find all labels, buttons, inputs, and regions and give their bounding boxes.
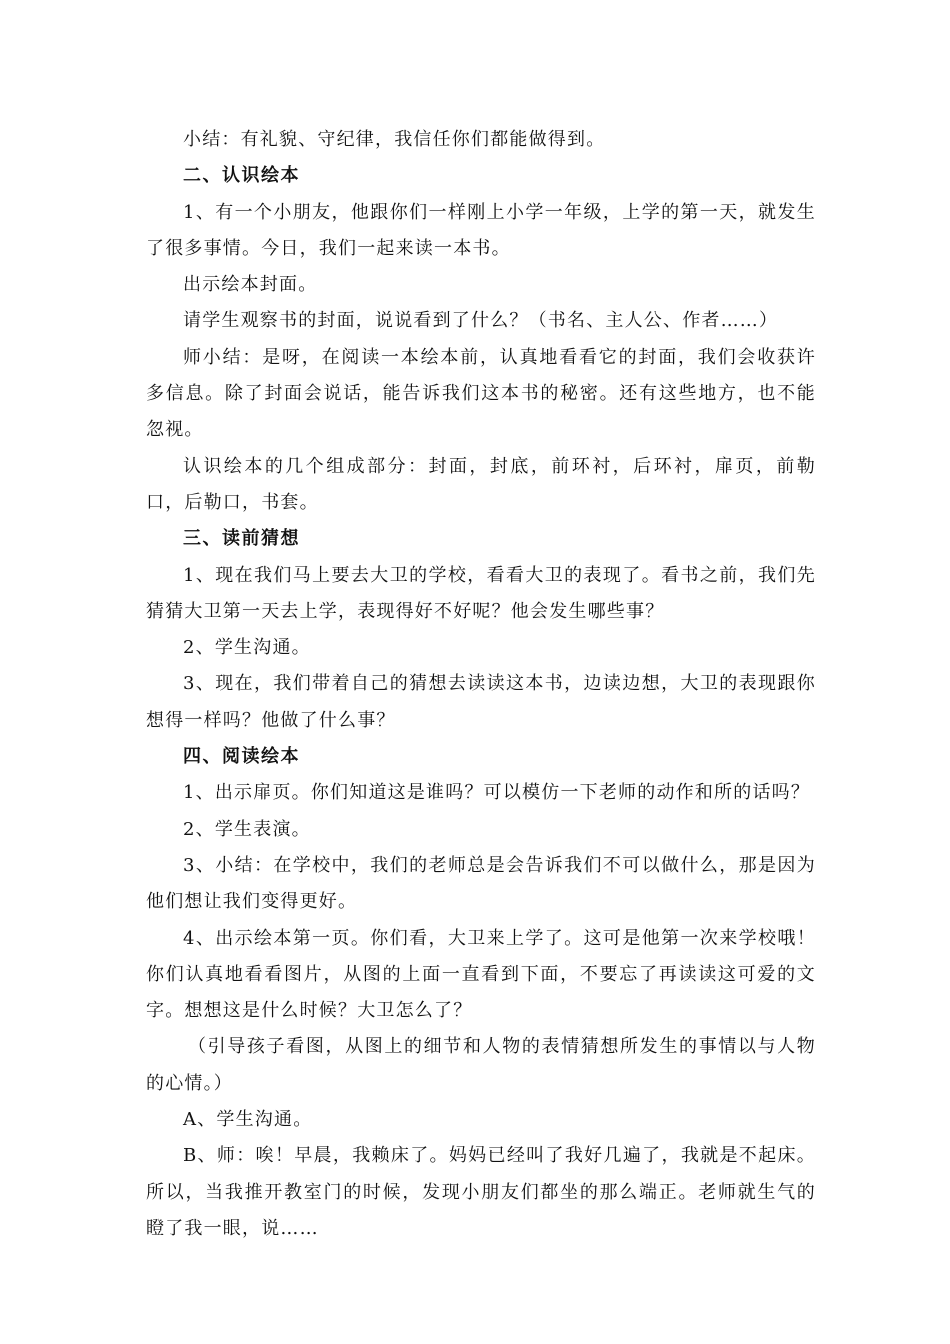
paragraph: 认识绘本的几个组成部分：封面，封底，前环衬，后环衬，扉页，前勒口，后勒口，书套。 — [146, 455, 816, 513]
paragraph: 4、出示绘本第一页。你们看，大卫来上学了。这可是他第一次来学校哦！你们认真地看看图片，从图的上面一直看到下面，不要忘了再读读这可爱的文字。想想这是什么时候？大卫怎么了？ — [146, 927, 816, 1022]
summary-paragraph: 小结：有礼貌、守纪律，我信任你们都能做得到。 — [183, 129, 606, 150]
document-body — [146, 122, 816, 1247]
paragraph: 3、小结：在学校中，我们的老师总是会告诉我们不可以做什么，那是因为他们想让我们变得更好。 — [146, 854, 816, 913]
section-heading-pre-reading-guess: 三、读前猜想 — [183, 528, 300, 550]
paragraph: A、学生沟通。 — [183, 1109, 313, 1131]
paragraph: 2、学生表演。 — [183, 818, 311, 840]
paragraph: 师小结：是呀，在阅读一本绘本前，认真地看看它的封面，我们会收获许多信息。除了封面会说话，能告诉我们这本书的秘密。还有这些地方，也不能忽视。 — [146, 346, 816, 441]
section-heading-read-picture-book: 四、阅读绘本 — [183, 746, 300, 768]
paragraph: B、师：唉！早晨，我赖床了。妈妈已经叫了我好几遍了，我就是不起床。所以，当我推开教室门的时候，发现小朋友们都坐的那么端正。老师就生气的瞪了我一眼，说…… — [146, 1145, 816, 1239]
parenthetical-note: （引导孩子看图，从图上的细节和人物的表情猜想所发生的事情以与人物的心情。） — [146, 1036, 816, 1094]
paragraph: 3、现在，我们带着自己的猜想去读读这本书，边读边想，大卫的表现跟你想得一样吗？他做了什么事？ — [146, 673, 816, 731]
paragraph: 请学生观察书的封面，说说看到了什么？（书名、主人公、作者……） — [183, 310, 779, 332]
paragraph: 1、出示扉页。你们知道这是谁吗？可以模仿一下老师的动作和所的话吗？ — [183, 782, 811, 804]
paragraph: 1、现在我们马上要去大卫的学校，看看大卫的表现了。看书之前，我们先猜猜大卫第一天去上学，表现得好不好呢？他会发生哪些事？ — [146, 564, 816, 622]
paragraph: 出示绘本封面。 — [183, 274, 318, 296]
section-heading-recognize-picture-book: 二、认识绘本 — [183, 165, 300, 187]
paragraph: 2、学生沟通。 — [183, 637, 311, 659]
paragraph: 1、有一个小朋友，他跟你们一样刚上小学一年级，上学的第一天，就发生了很多事情。今日，我们一起来读一本书。 — [146, 201, 816, 259]
